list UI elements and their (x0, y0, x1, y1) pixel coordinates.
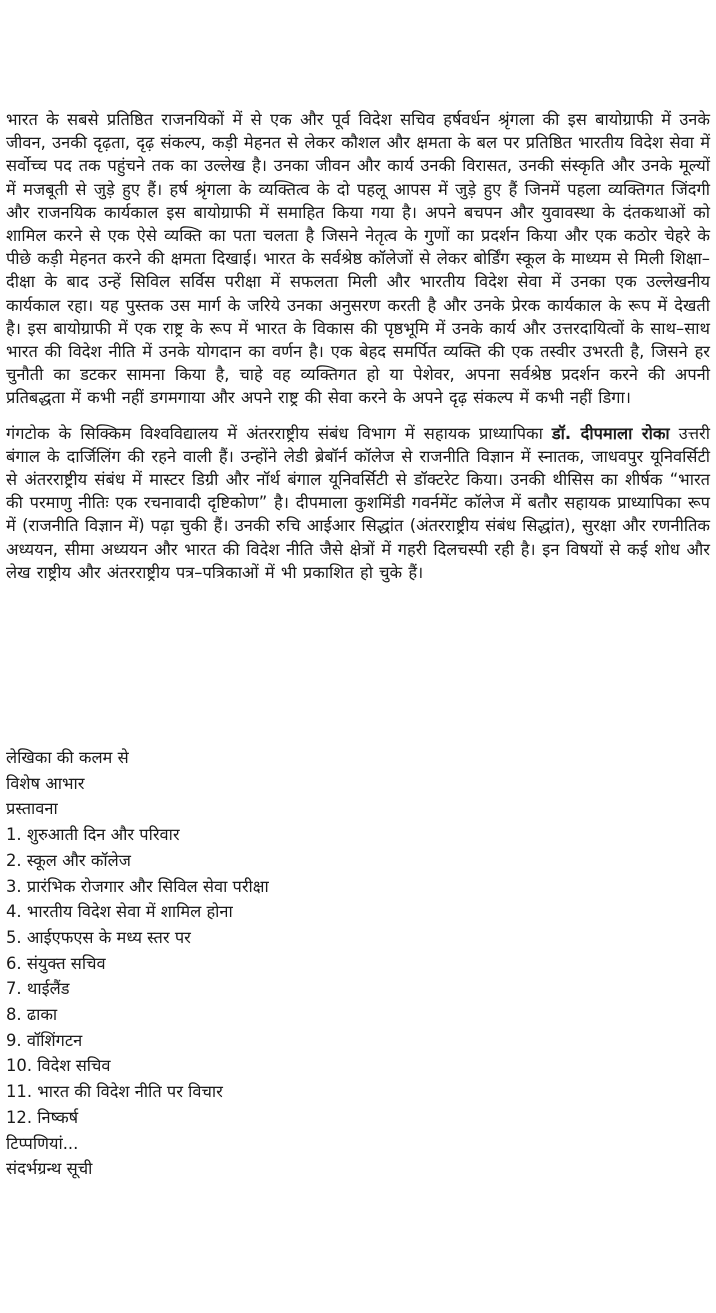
toc-item: टिप्पणियां... (6, 1133, 79, 1153)
toc-item: प्रस्तावना (6, 799, 58, 819)
document-body (6, 108, 710, 584)
toc-item: लेखिका की कलम से (6, 748, 129, 767)
toc-item: 3. प्रारंभिक रोजगार और सिविल सेवा परीक्षा (6, 876, 269, 896)
book-synopsis-paragraph: भारत के सबसे प्रतिष्ठित राजनयिकों में से एक और पूर्व विदेश सचिव हर्षवर्धन श्रृंगला की इस बायोग्राफी में उनके जीवन, उनकी दृढ़ता, दृढ़ संकल्प, कड़ी मेहनत से लेकर कौशल और क्षमता के बल पर प्रतिष्ठित भारतीय विदेश सेवा में सर्वोच्च पद तक पहुंचने तक का उल्लेख है। उनका जीवन और कार्य उनकी विरासत, उनकी संस्कृति और उनके मूल्यों में मजबूती से जुड़े हुए हैं। हर्ष श्रृंगला के व्यक्तित्व के दो पहलू आपस में जुड़े हुए हैं जिनमें पहला व्यक्तिगत जिंदगी और राजनयिक कार्यकाल इस बायोग्राफी में समाहित किया गया है। अपने बचपन और युवावस्था के दंतकथाओं को शामिल करने से एक ऐसे व्यक्ति का पता चलता है जिसने नेतृत्व के गुणों का प्रदर्शन किया और एक कठोर चेहरे के पीछे कड़ी मेहनत करने की क्षमता दिखाई। भारत के सर्वश्रेष्ठ कॉलेजों से लेकर बोर्डिंग स्कूल के माध्यम से मिली शिक्षा–दीक्षा के बाद उन्हें सिविल सर्विस परीक्षा में सफलता मिली और भारतीय विदेश सेवा में उनका एक उल्लेखनीय कार्यकाल रहा। यह पुस्तक उस मार्ग के जरिये उनका अनुसरण करती है और उनके प्रेरक कार्यकाल के रूप में देखती है। इस बायोग्राफी में एक राष्ट्र के रूप में भारत के विकास की पृष्ठभूमि में उनके कार्य और उत्तरदायित्वों के साथ–साथ भारत की विदेश नीति में उनके योगदान का वर्णन है। एक बेहद समर्पित व्यक्ति की एक तस्वीर उभरती है, जिसने हर चुनौती का डटकर सामना किया है, चाहे वह व्यक्तिगत हो या पेशेवर, अपना सर्वश्रेष्ठ प्रदर्शन करने की अपनी प्रतिबद्धता में कभी नहीं डगमगाया और अपने राष्ट्र की सेवा करने के अपने दृढ़ संकल्प में कभी नहीं डिगा। (6, 110, 710, 408)
toc-item: 9. वॉशिंगटन (6, 1030, 83, 1050)
table-of-contents (6, 745, 706, 1182)
toc-item: 6. संयुक्त सचिव (6, 953, 106, 973)
toc-item: संदर्भग्रन्थ सूची (6, 1159, 93, 1179)
toc-item: विशेष आभार (6, 773, 85, 793)
author-bio-paragraph (6, 422, 710, 584)
toc-item: 12. निष्कर्ष (6, 1107, 79, 1127)
toc-item: 10. विदेश सचिव (6, 1056, 111, 1076)
author-bio-intro: गंगटोक के सिक्किम विश्वविद्यालय में अंतरराष्ट्रीय संबंध विभाग में सहायक प्राध्यापिका (6, 423, 552, 443)
author-name: डॉ. दीपमाला रोका (551, 423, 670, 443)
toc-item: 2. स्कूल और कॉलेज (6, 850, 131, 870)
toc-item: 11. भारत की विदेश नीति पर विचार (6, 1082, 223, 1102)
author-bio-details: उत्तरी बंगाल के दार्जिलिंग की रहने वाली हैं। उन्होंने लेडी ब्रेबॉर्न कॉलेज से राजनीति विज्ञान में स्नातक, जाधवपुर यूनिवर्सिटी से अंतरराष्ट्रीय संबंध में मास्टर डिग्री और नॉर्थ बंगाल यूनिवर्सिटी से डॉक्टरेट किया। उनकी थीसिस का शीर्षक “भारत की परमाणु नीतिः एक रचनावादी दृष्टिकोण” है। दीपमाला कुशमिंडी गवर्नमेंट कॉलेज में बतौर सहायक प्राध्यापिका रूप में (राजनीति विज्ञान में) पढ़ा चुकी हैं। उनकी रुचि आईआर सिद्धांत (अंतरराष्ट्रीय संबंध सिद्धांत), सुरक्षा और रणनीतिक अध्ययन, सीमा अध्ययन और भारत की विदेश नीति जैसे क्षेत्रों में गहरी दिलचस्पी रही है। इन विषयों से कई शोध और लेख राष्ट्रीय और अंतरराष्ट्रीय पत्र–पत्रिकाओं में भी प्रकाशित हो चुके हैं। (6, 423, 710, 582)
toc-item: 4. भारतीय विदेश सेवा में शामिल होना (6, 902, 233, 922)
toc-item: 5. आईएफएस के मध्य स्तर पर (6, 927, 191, 947)
toc-item: 1. शुरुआती दिन और परिवार (6, 825, 180, 845)
toc-item: 7. थाईलैंड (6, 979, 70, 999)
toc-item: 8. ढाका (6, 1005, 58, 1025)
